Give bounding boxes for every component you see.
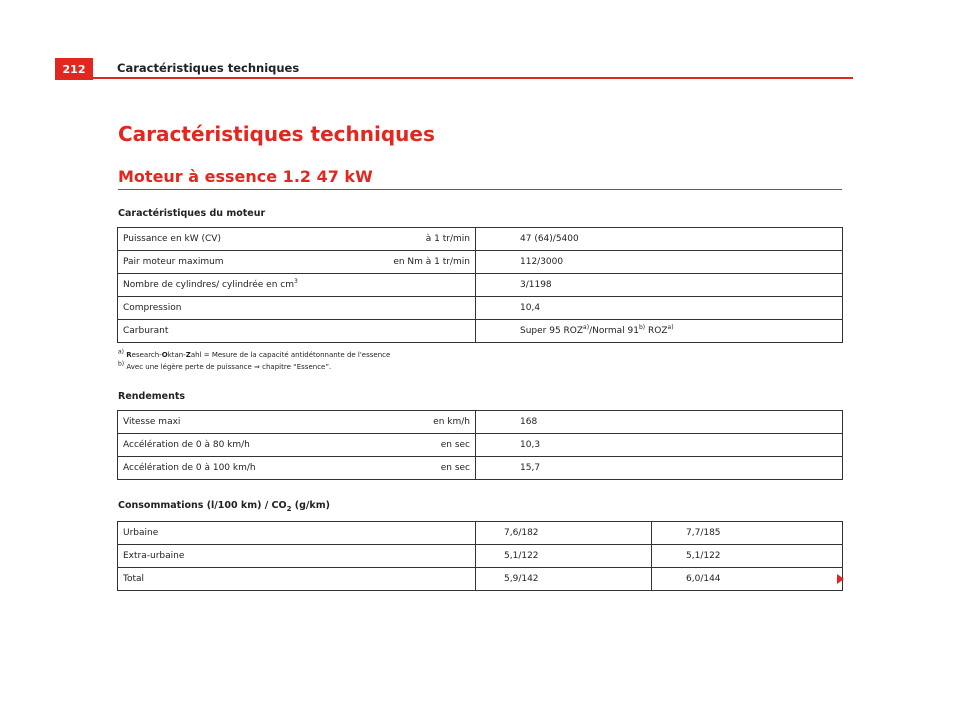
footnote-b: $^{b)}$ Avec une légère perte de puissance ⇒ chapitre “Essence”. bbox=[118, 360, 332, 371]
sub-heading-rule bbox=[118, 189, 842, 190]
row-value-1: 5,1/122 bbox=[476, 545, 652, 568]
row-unit: en sec bbox=[368, 457, 476, 480]
main-heading: Caractéristiques techniques bbox=[118, 122, 435, 146]
consumption-section-title: Consommations (l/100 $km) / CO_2$ (g/km) bbox=[118, 500, 330, 513]
table-row bbox=[118, 251, 843, 274]
table-row bbox=[118, 545, 843, 568]
row-unit: à 1 tr/min bbox=[368, 228, 476, 251]
row-unit: en km/h bbox=[368, 411, 476, 434]
continue-arrow-icon bbox=[837, 574, 844, 584]
row-value: 15,7 bbox=[476, 457, 843, 480]
row-label: Accélération de 0 à 80 km/h bbox=[118, 434, 368, 457]
row-value: 168 bbox=[476, 411, 843, 434]
row-value: 112/3000 bbox=[476, 251, 843, 274]
row-label: Carburant bbox=[118, 320, 368, 343]
row-value-2: 6,0/144 bbox=[652, 568, 843, 591]
row-value: 10,4 bbox=[476, 297, 843, 320]
table-row bbox=[118, 320, 843, 343]
performance-section-title: Rendements bbox=[118, 391, 186, 402]
engine-section-title: Caractéristiques du moteur bbox=[118, 208, 266, 219]
row-label: Nombre de cylindres/ cylindrée en $cm^3$ bbox=[118, 274, 368, 297]
sub-heading: Moteur à essence 1.2 47 kW bbox=[118, 167, 373, 186]
row-label: Puissance en kW (CV) bbox=[118, 228, 368, 251]
footnote-a: $^{a)}$ Research-Oktan-Zahl = Mesure de la capacité antidétonnante de l'essence bbox=[118, 348, 391, 359]
row-value: Super 95 ROZ$^{a)}$/Normal 91$^{b)}$ ROZ$^{a)}$ bbox=[476, 320, 843, 343]
row-value: 3/1198 bbox=[476, 274, 843, 297]
table-row bbox=[118, 297, 843, 320]
table-row bbox=[118, 228, 843, 251]
row-value-1: 5,9/142 bbox=[476, 568, 652, 591]
table-row bbox=[118, 568, 843, 591]
row-label: Pair moteur maximum bbox=[118, 251, 368, 274]
table-row bbox=[118, 411, 843, 434]
row-unit: en sec bbox=[368, 434, 476, 457]
row-label: Urbaine bbox=[118, 522, 476, 545]
row-label: Compression bbox=[118, 297, 368, 320]
page-number: 212 bbox=[55, 58, 93, 80]
row-label: Extra-urbaine bbox=[118, 545, 476, 568]
table-row bbox=[118, 522, 843, 545]
footnotes bbox=[118, 349, 390, 373]
row-unit bbox=[368, 320, 476, 343]
row-label: Vitesse maxi bbox=[118, 411, 368, 434]
engine-table bbox=[117, 227, 843, 343]
table-row bbox=[118, 457, 843, 480]
performance-table bbox=[117, 410, 843, 480]
row-label: Total bbox=[118, 568, 476, 591]
row-value-1: 7,6/182 bbox=[476, 522, 652, 545]
header-rule bbox=[93, 77, 853, 79]
row-label: Accélération de 0 à 100 km/h bbox=[118, 457, 368, 480]
consumption-table bbox=[117, 521, 843, 591]
row-value: 47 (64)/5400 bbox=[476, 228, 843, 251]
row-value-2: 7,7/185 bbox=[652, 522, 843, 545]
row-unit: en Nm à 1 tr/min bbox=[368, 251, 476, 274]
table-row bbox=[118, 274, 843, 297]
row-value: 10,3 bbox=[476, 434, 843, 457]
table-row bbox=[118, 434, 843, 457]
row-value-2: 5,1/122 bbox=[652, 545, 843, 568]
header-title: Caractéristiques techniques bbox=[117, 61, 300, 75]
row-unit bbox=[368, 297, 476, 320]
row-unit bbox=[368, 274, 476, 297]
